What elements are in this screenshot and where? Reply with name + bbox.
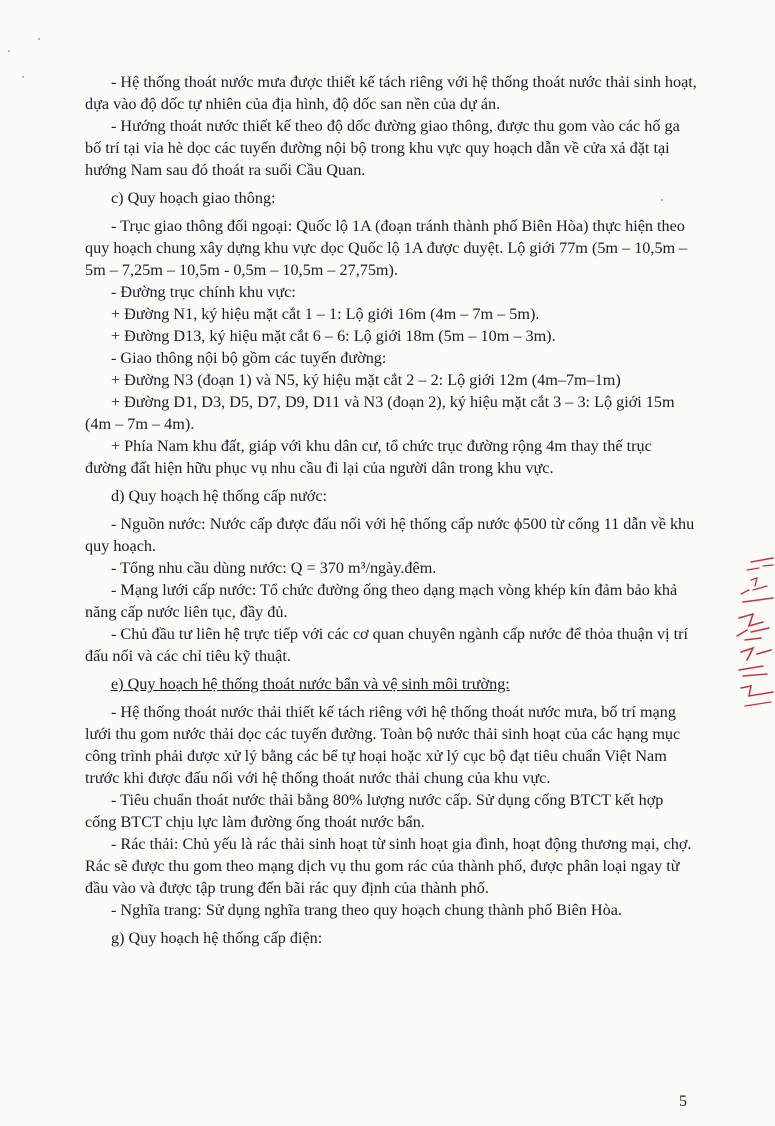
list-item-south-road: + Phía Nam khu đất, giáp với khu dân cư, tổ chức trục đường rộng 4m thay thế trục đường đất hiện hữu phục vụ nhu cầu đi lại của người dân trong khu vực. [85,437,652,477]
section-heading-wastewater: e) Quy hoạch hệ thống thoát nước bẩn và vệ sinh môi trường: [111,675,510,693]
section-heading-transport: c) Quy hoạch giao thông: [111,189,276,207]
red-stamp-mark [733,556,775,714]
paragraph-external-traffic: - Trục giao thông đối ngoại: Quốc lộ 1A (đoạn tránh thành phố Biên Hòa) thực hiện theo quy hoạch chung xây dựng khu vực dọc Quốc lộ 1A được duyệt. Lộ giới 77m (5m – 10,5m – 5m – 7,25m – 10,5m - 0,5m – 10,5m – 27,75m). [85,217,688,279]
paragraph-stormwater-system: - Hệ thống thoát nước mưa được thiết kế tách riêng với hệ thống thoát nước thải sinh hoạt, dựa vào độ dốc tự nhiên của địa hình, độ dốc san nền của dự án. [85,73,697,113]
scan-speck [661,199,663,201]
paragraph-investor-contact: - Chủ đầu tư liên hệ trực tiếp với các cơ quan chuyên ngành cấp nước để thỏa thuận vị trí đấu nối và các chỉ tiêu kỹ thuật. [85,625,689,665]
paragraph-water-source: - Nguồn nước: Nước cấp được đấu nối với hệ thống cấp nước ϕ500 từ cống 11 dẫn về khu quy hoạch. [85,515,695,555]
paragraph-cemetery: - Nghĩa trang: Sử dụng nghĩa trang theo quy hoạch chung thành phố Biên Hòa. [111,901,622,919]
list-item-road-n3-n5: + Đường N3 (đoạn 1) và N5, ký hiệu mặt cắt 2 – 2: Lộ giới 12m (4m–7m–1m) [111,371,621,389]
paragraph-water-demand: - Tổng nhu cầu dùng nước: Q = 370 m³/ngày.đêm. [111,559,437,577]
paragraph-wastewater-system: - Hệ thống thoát nước thải thiết kế tách riêng với hệ thống thoát nước mưa, bố trí mạng lưới thu gom nước thải dọc các tuyến đường. Toàn bộ nước thải sinh hoạt của các hạng mục công trình phải được xử lý bằng các bể tự hoại hoặc xử lý cục bộ đạt tiêu chuẩn Việt Nam trước khi được đấu nối với hệ thống thoát nước thải chung của khu vực. [85,703,681,787]
paragraph-internal-roads: - Giao thông nội bộ gồm các tuyến đường: [111,349,387,367]
paragraph-solid-waste: - Rác thải: Chủ yếu là rác thải sinh hoạt từ sinh hoạt gia đình, hoạt động thương mại, chợ. Rác sẽ được thu gom theo mạng dịch vụ thu gom rác của thành phố, được phân loại ngay từ đầu vào và được tập trung đến bãi rác quy định của thành phố. [85,835,692,897]
scan-speck [38,38,40,40]
paragraph-wastewater-standard: - Tiêu chuẩn thoát nước thải bằng 80% lượng nước cấp. Sử dụng cống BTCT kết hợp cống BTCT chịu lực làm đường ống thoát nước bẩn. [85,791,664,831]
list-item-road-d13: + Đường D13, ký hiệu mặt cắt 6 – 6: Lộ giới 18m (5m – 10m – 3m). [111,327,556,345]
paragraph-main-roads: - Đường trục chính khu vực: [111,283,296,301]
scan-speck [22,76,24,78]
list-item-road-d-series: + Đường D1, D3, D5, D7, D9, D11 và N3 (đoạn 2), ký hiệu mặt cắt 3 – 3: Lộ giới 15m (4m – 7m – 4m). [85,393,675,433]
page-number: 5 [679,1093,687,1110]
paragraph-drainage-direction: - Hướng thoát nước thiết kế theo độ dốc đường giao thông, được thu gom vào các hố ga bố trí tại vỉa hè dọc các tuyến đường nội bộ trong khu vực quy hoạch dẫn về cửa xả đặt tại hướng Nam sau đó thoát ra suối Cầu Quan. [85,117,680,179]
paragraph-water-network: - Mạng lưới cấp nước: Tổ chức đường ống theo dạng mạch vòng khép kín đảm bảo khả năng cấp nước liên tục, đầy đủ. [85,581,678,621]
section-heading-water-supply: d) Quy hoạch hệ thống cấp nước: [111,487,328,505]
section-heading-power-supply: g) Quy hoạch hệ thống cấp điện: [111,929,323,947]
list-item-road-n1: + Đường N1, ký hiệu mặt cắt 1 – 1: Lộ giới 16m (4m – 7m – 5m). [111,305,540,323]
document-body [85,71,697,949]
scan-speck [8,50,10,52]
